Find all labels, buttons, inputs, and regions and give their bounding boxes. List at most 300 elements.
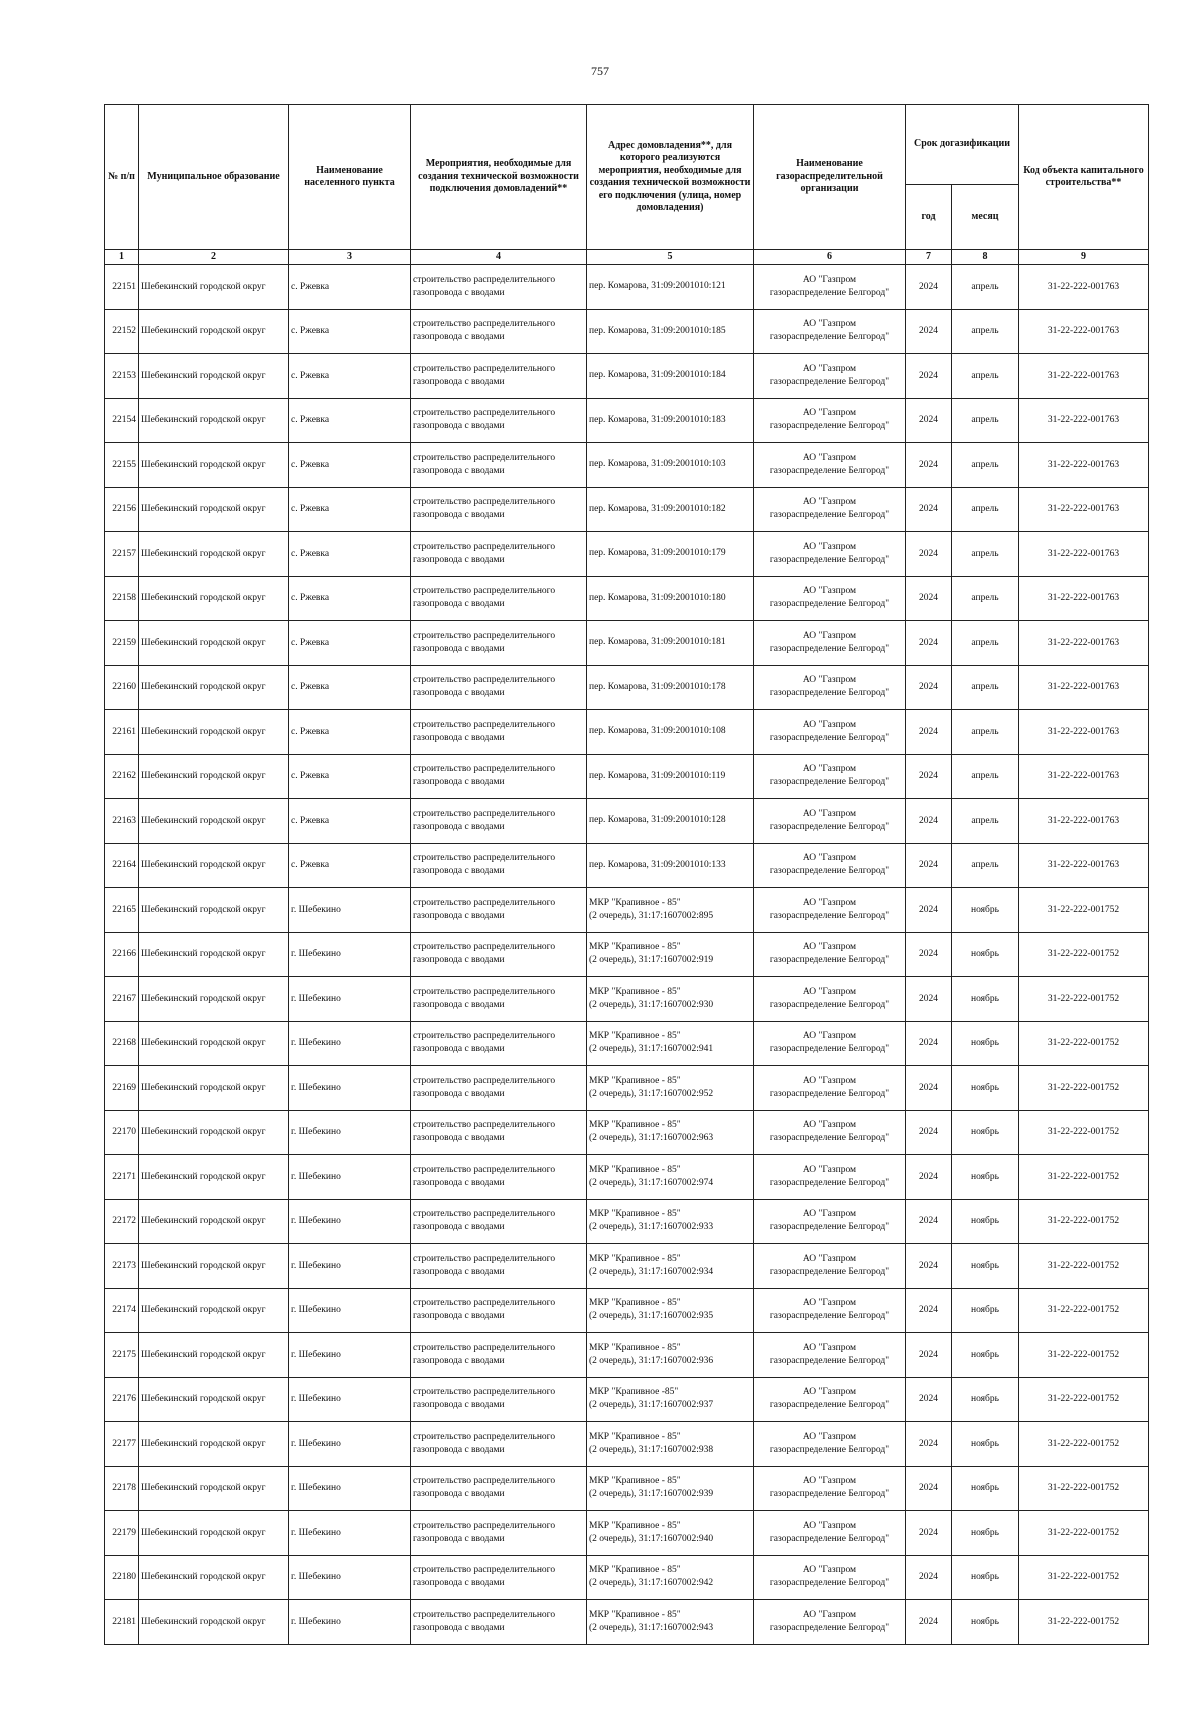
org-line: АО "Газпром: [802, 1565, 857, 1576]
row-month: ноябрь: [952, 932, 1019, 977]
row-address: [587, 443, 754, 488]
row-month: ноябрь: [952, 1333, 1019, 1378]
row-measures: [411, 443, 587, 488]
row-address: [587, 888, 754, 933]
address-line: МКР "Крапивное - 85": [589, 1476, 681, 1487]
row-locality: г. Шебекино: [289, 1600, 411, 1645]
row-number: 22160: [105, 665, 139, 710]
measure-line: газопровода с вводами: [413, 821, 505, 832]
address-line: (2 очередь), 31:17:1607002:936: [589, 1355, 714, 1366]
row-month: апрель: [952, 754, 1019, 799]
table-row: [105, 1555, 1149, 1600]
org-line: АО "Газпром: [802, 719, 857, 730]
table-row: [105, 1155, 1149, 1200]
header-code: Код объекта капитального строительства**: [1019, 105, 1149, 250]
org-line: газораспределение Белгород": [769, 821, 890, 832]
measure-line: газопровода с вводами: [413, 1044, 505, 1055]
row-number: 22166: [105, 932, 139, 977]
row-month: ноябрь: [952, 1244, 1019, 1289]
row-org: [754, 621, 906, 666]
row-year: 2024: [906, 1600, 952, 1645]
address-line: пер. Комарова, 31:09:2001010:185: [589, 325, 726, 336]
row-measures: [411, 710, 587, 755]
table-header: [105, 105, 1149, 265]
row-number: 22153: [105, 354, 139, 399]
row-municipality: Шебекинский городской округ: [139, 576, 289, 621]
row-measures: [411, 309, 587, 354]
row-org: [754, 1555, 906, 1600]
org-line: газораспределение Белгород": [769, 1044, 890, 1055]
row-number: 22179: [105, 1511, 139, 1556]
row-municipality: Шебекинский городской округ: [139, 1600, 289, 1645]
gasification-registry-table: [104, 104, 1149, 1645]
row-month: ноябрь: [952, 888, 1019, 933]
address-line: пер. Комарова, 31:09:2001010:103: [589, 459, 726, 470]
row-month: апрель: [952, 665, 1019, 710]
row-org: [754, 665, 906, 710]
row-org: [754, 1288, 906, 1333]
row-org: [754, 1199, 906, 1244]
row-measures: [411, 977, 587, 1022]
row-month: апрель: [952, 265, 1019, 310]
row-month: ноябрь: [952, 1422, 1019, 1467]
address-line: пер. Комарова, 31:09:2001010:178: [589, 681, 726, 692]
row-locality: г. Шебекино: [289, 1333, 411, 1378]
row-measures: [411, 1110, 587, 1155]
row-code: 31-22-222-001752: [1019, 888, 1149, 933]
measure-line: газопровода с вводами: [413, 1400, 505, 1411]
row-address: [587, 932, 754, 977]
org-line: АО "Газпром: [802, 1253, 857, 1264]
row-month: ноябрь: [952, 1066, 1019, 1111]
row-locality: г. Шебекино: [289, 1377, 411, 1422]
row-code: 31-22-222-001763: [1019, 621, 1149, 666]
row-month: ноябрь: [952, 1021, 1019, 1066]
row-locality: г. Шебекино: [289, 1555, 411, 1600]
row-address: [587, 1199, 754, 1244]
measure-line: строительство распределительного: [413, 764, 556, 775]
row-municipality: Шебекинский городской округ: [139, 1288, 289, 1333]
row-measures: [411, 1555, 587, 1600]
measure-line: газопровода с вводами: [413, 1578, 505, 1589]
org-line: АО "Газпром: [802, 1120, 857, 1131]
row-org: [754, 932, 906, 977]
row-address: [587, 1155, 754, 1200]
address-line: пер. Комарова, 31:09:2001010:182: [589, 503, 726, 514]
measure-line: газопровода с вводами: [413, 465, 505, 476]
row-code: 31-22-222-001752: [1019, 1422, 1149, 1467]
row-measures: [411, 1288, 587, 1333]
row-municipality: Шебекинский городской округ: [139, 309, 289, 354]
row-code: 31-22-222-001752: [1019, 1377, 1149, 1422]
measure-line: строительство распределительного: [413, 1298, 556, 1309]
org-line: газораспределение Белгород": [769, 777, 890, 788]
row-measures: [411, 1066, 587, 1111]
row-month: ноябрь: [952, 1155, 1019, 1200]
column-number: 6: [754, 250, 906, 265]
row-number: 22154: [105, 398, 139, 443]
header-num: № п/п: [105, 105, 139, 250]
row-month: ноябрь: [952, 1110, 1019, 1155]
row-year: 2024: [906, 487, 952, 532]
table-row: [105, 1288, 1149, 1333]
column-number: 2: [139, 250, 289, 265]
row-measures: [411, 799, 587, 844]
measure-line: строительство распределительного: [413, 541, 556, 552]
measure-line: строительство распределительного: [413, 363, 556, 374]
table-row: [105, 1377, 1149, 1422]
row-org: [754, 398, 906, 443]
row-address: [587, 265, 754, 310]
row-year: 2024: [906, 1511, 952, 1556]
measure-line: газопровода с вводами: [413, 287, 505, 298]
row-locality: с. Ржевка: [289, 576, 411, 621]
row-municipality: Шебекинский городской округ: [139, 1511, 289, 1556]
row-address: [587, 1377, 754, 1422]
row-measures: [411, 621, 587, 666]
table-row: [105, 977, 1149, 1022]
row-measures: [411, 1511, 587, 1556]
row-measures: [411, 754, 587, 799]
row-org: [754, 1155, 906, 1200]
address-line: (2 очередь), 31:17:1607002:930: [589, 999, 714, 1010]
measure-line: строительство распределительного: [413, 1565, 556, 1576]
row-code: 31-22-222-001752: [1019, 977, 1149, 1022]
org-line: АО "Газпром: [802, 675, 857, 686]
row-number: 22176: [105, 1377, 139, 1422]
org-line: газораспределение Белгород": [769, 1222, 890, 1233]
address-line: МКР "Крапивное - 85": [589, 1075, 681, 1086]
row-locality: с. Ржевка: [289, 665, 411, 710]
table-row: [105, 532, 1149, 577]
row-month: апрель: [952, 309, 1019, 354]
row-municipality: Шебекинский городской округ: [139, 532, 289, 577]
row-code: 31-22-222-001752: [1019, 1066, 1149, 1111]
column-number: 3: [289, 250, 411, 265]
row-address: [587, 1555, 754, 1600]
row-code: 31-22-222-001763: [1019, 710, 1149, 755]
address-line: МКР "Крапивное - 85": [589, 1520, 681, 1531]
org-line: АО "Газпром: [802, 1387, 857, 1398]
table-row: [105, 754, 1149, 799]
column-number: 8: [952, 250, 1019, 265]
org-line: АО "Газпром: [802, 586, 857, 597]
row-code: 31-22-222-001752: [1019, 1199, 1149, 1244]
row-code: 31-22-222-001752: [1019, 1021, 1149, 1066]
row-measures: [411, 1155, 587, 1200]
row-locality: с. Ржевка: [289, 443, 411, 488]
address-line: пер. Комарова, 31:09:2001010:181: [589, 637, 726, 648]
measure-line: строительство распределительного: [413, 319, 556, 330]
row-org: [754, 1244, 906, 1289]
org-line: АО "Газпром: [802, 764, 857, 775]
org-line: газораспределение Белгород": [769, 1088, 890, 1099]
row-month: апрель: [952, 354, 1019, 399]
row-number: 22175: [105, 1333, 139, 1378]
row-measures: [411, 888, 587, 933]
row-month: апрель: [952, 799, 1019, 844]
row-month: ноябрь: [952, 1199, 1019, 1244]
address-line: (2 очередь), 31:17:1607002:933: [589, 1222, 714, 1233]
table-row: [105, 799, 1149, 844]
row-org: [754, 487, 906, 532]
measure-line: газопровода с вводами: [413, 1133, 505, 1144]
row-code: 31-22-222-001763: [1019, 754, 1149, 799]
row-month: апрель: [952, 398, 1019, 443]
address-line: МКР "Крапивное -85": [589, 1387, 679, 1398]
measure-line: строительство распределительного: [413, 1209, 556, 1220]
row-code: 31-22-222-001752: [1019, 1110, 1149, 1155]
address-line: пер. Комарова, 31:09:2001010:133: [589, 859, 726, 870]
org-line: газораспределение Белгород": [769, 287, 890, 298]
row-code: 31-22-222-001763: [1019, 576, 1149, 621]
address-line: (2 очередь), 31:17:1607002:934: [589, 1266, 714, 1277]
row-number: 22161: [105, 710, 139, 755]
org-line: АО "Газпром: [802, 1298, 857, 1309]
row-number: 22167: [105, 977, 139, 1022]
measure-line: строительство распределительного: [413, 630, 556, 641]
row-municipality: Шебекинский городской округ: [139, 1466, 289, 1511]
row-year: 2024: [906, 1110, 952, 1155]
row-measures: [411, 354, 587, 399]
row-org: [754, 888, 906, 933]
row-address: [587, 1466, 754, 1511]
org-line: АО "Газпром: [802, 1520, 857, 1531]
measure-line: газопровода с вводами: [413, 910, 505, 921]
row-municipality: Шебекинский городской округ: [139, 977, 289, 1022]
row-code: 31-22-222-001752: [1019, 1288, 1149, 1333]
table-row: [105, 621, 1149, 666]
measure-line: газопровода с вводами: [413, 376, 505, 387]
row-locality: с. Ржевка: [289, 532, 411, 577]
address-line: (2 очередь), 31:17:1607002:941: [589, 1044, 714, 1055]
table-row: [105, 265, 1149, 310]
org-line: АО "Газпром: [802, 541, 857, 552]
header-deadline: Срок догазификации: [906, 105, 1019, 185]
org-line: газораспределение Белгород": [769, 1400, 890, 1411]
row-year: 2024: [906, 621, 952, 666]
row-number: 22168: [105, 1021, 139, 1066]
row-municipality: Шебекинский городской округ: [139, 1555, 289, 1600]
row-municipality: Шебекинский городской округ: [139, 754, 289, 799]
row-locality: г. Шебекино: [289, 1288, 411, 1333]
row-number: 22178: [105, 1466, 139, 1511]
address-line: МКР "Крапивное - 85": [589, 1342, 681, 1353]
row-year: 2024: [906, 1244, 952, 1289]
row-locality: с. Ржевка: [289, 354, 411, 399]
row-number: 22158: [105, 576, 139, 621]
measure-line: строительство распределительного: [413, 586, 556, 597]
address-line: МКР "Крапивное - 85": [589, 1431, 681, 1442]
row-code: 31-22-222-001752: [1019, 1511, 1149, 1556]
row-year: 2024: [906, 354, 952, 399]
address-line: МКР "Крапивное - 85": [589, 897, 681, 908]
header-org: Наименование газораспределительной организации: [754, 105, 906, 250]
org-line: АО "Газпром: [802, 497, 857, 508]
row-month: апрель: [952, 710, 1019, 755]
row-measures: [411, 1199, 587, 1244]
row-locality: с. Ржевка: [289, 487, 411, 532]
measure-line: строительство распределительного: [413, 452, 556, 463]
row-address: [587, 1021, 754, 1066]
column-number: 7: [906, 250, 952, 265]
row-number: 22171: [105, 1155, 139, 1200]
row-year: 2024: [906, 710, 952, 755]
row-locality: с. Ржевка: [289, 799, 411, 844]
org-line: газораспределение Белгород": [769, 1177, 890, 1188]
row-number: 22155: [105, 443, 139, 488]
row-municipality: Шебекинский городской округ: [139, 487, 289, 532]
address-line: пер. Комарова, 31:09:2001010:121: [589, 281, 726, 292]
row-address: [587, 1600, 754, 1645]
page-number: 757: [591, 64, 609, 78]
measure-line: газопровода с вводами: [413, 510, 505, 521]
measure-line: газопровода с вводами: [413, 866, 505, 877]
row-code: 31-22-222-001752: [1019, 1155, 1149, 1200]
row-address: [587, 665, 754, 710]
address-line: (2 очередь), 31:17:1607002:952: [589, 1088, 714, 1099]
row-locality: с. Ржевка: [289, 398, 411, 443]
address-line: МКР "Крапивное - 85": [589, 986, 681, 997]
row-year: 2024: [906, 309, 952, 354]
table-row: [105, 1199, 1149, 1244]
measure-line: строительство распределительного: [413, 1342, 556, 1353]
row-org: [754, 1333, 906, 1378]
org-line: газораспределение Белгород": [769, 599, 890, 610]
address-line: (2 очередь), 31:17:1607002:940: [589, 1533, 714, 1544]
measure-line: строительство распределительного: [413, 942, 556, 953]
org-line: газораспределение Белгород": [769, 866, 890, 877]
measure-line: газопровода с вводами: [413, 1533, 505, 1544]
row-address: [587, 977, 754, 1022]
table-row: [105, 1066, 1149, 1111]
row-code: 31-22-222-001763: [1019, 309, 1149, 354]
row-number: 22170: [105, 1110, 139, 1155]
row-address: [587, 398, 754, 443]
row-org: [754, 443, 906, 488]
measure-line: строительство распределительного: [413, 1476, 556, 1487]
row-address: [587, 1244, 754, 1289]
table-row: [105, 354, 1149, 399]
address-line: пер. Комарова, 31:09:2001010:108: [589, 726, 726, 737]
row-code: 31-22-222-001763: [1019, 354, 1149, 399]
row-number: 22165: [105, 888, 139, 933]
measure-line: строительство распределительного: [413, 853, 556, 864]
row-address: [587, 799, 754, 844]
measure-line: строительство распределительного: [413, 1387, 556, 1398]
column-number: 9: [1019, 250, 1149, 265]
header-address: Адрес домовладения**, для которого реализуются мероприятия, необходимые для создания технической возможности его подключения (улица, номер домовладения): [587, 105, 754, 250]
header-measures: Мероприятия, необходимые для создания технической возможности подключения домовладений**: [411, 105, 587, 250]
measure-line: газопровода с вводами: [413, 732, 505, 743]
org-line: газораспределение Белгород": [769, 1622, 890, 1633]
row-year: 2024: [906, 1555, 952, 1600]
address-line: МКР "Крапивное - 85": [589, 1298, 681, 1309]
row-locality: с. Ржевка: [289, 621, 411, 666]
row-org: [754, 354, 906, 399]
org-line: газораспределение Белгород": [769, 1266, 890, 1277]
row-address: [587, 710, 754, 755]
row-measures: [411, 487, 587, 532]
row-number: 22152: [105, 309, 139, 354]
row-address: [587, 309, 754, 354]
row-measures: [411, 665, 587, 710]
column-number: 4: [411, 250, 587, 265]
table-row: [105, 665, 1149, 710]
row-org: [754, 1466, 906, 1511]
row-year: 2024: [906, 843, 952, 888]
measure-line: газопровода с вводами: [413, 1177, 505, 1188]
org-line: АО "Газпром: [802, 1031, 857, 1042]
row-locality: с. Ржевка: [289, 710, 411, 755]
measure-line: строительство распределительного: [413, 808, 556, 819]
table-row: [105, 1244, 1149, 1289]
row-locality: г. Шебекино: [289, 1199, 411, 1244]
org-line: АО "Газпром: [802, 452, 857, 463]
measure-line: строительство распределительного: [413, 719, 556, 730]
address-line: пер. Комарова, 31:09:2001010:119: [589, 770, 726, 781]
row-month: ноябрь: [952, 1377, 1019, 1422]
row-locality: г. Шебекино: [289, 888, 411, 933]
org-line: газораспределение Белгород": [769, 1578, 890, 1589]
measure-line: строительство распределительного: [413, 1253, 556, 1264]
row-year: 2024: [906, 265, 952, 310]
table-row: [105, 487, 1149, 532]
row-measures: [411, 932, 587, 977]
org-line: газораспределение Белгород": [769, 688, 890, 699]
row-org: [754, 1377, 906, 1422]
row-address: [587, 354, 754, 399]
row-number: 22177: [105, 1422, 139, 1467]
row-year: 2024: [906, 932, 952, 977]
row-year: 2024: [906, 1155, 952, 1200]
org-line: газораспределение Белгород": [769, 465, 890, 476]
row-locality: г. Шебекино: [289, 1511, 411, 1556]
table-row: [105, 443, 1149, 488]
measure-line: строительство распределительного: [413, 1609, 556, 1620]
row-address: [587, 487, 754, 532]
row-month: ноябрь: [952, 1466, 1019, 1511]
measure-line: газопровода с вводами: [413, 1444, 505, 1455]
row-number: 22157: [105, 532, 139, 577]
row-number: 22162: [105, 754, 139, 799]
row-org: [754, 754, 906, 799]
address-line: МКР "Крапивное - 85": [589, 1120, 681, 1131]
address-line: (2 очередь), 31:17:1607002:943: [589, 1622, 714, 1633]
row-locality: с. Ржевка: [289, 754, 411, 799]
row-locality: г. Шебекино: [289, 1021, 411, 1066]
row-locality: г. Шебекино: [289, 977, 411, 1022]
org-line: АО "Газпром: [802, 1164, 857, 1175]
row-code: 31-22-222-001763: [1019, 487, 1149, 532]
row-year: 2024: [906, 443, 952, 488]
row-year: 2024: [906, 1199, 952, 1244]
row-address: [587, 532, 754, 577]
org-line: АО "Газпром: [802, 897, 857, 908]
row-org: [754, 1422, 906, 1467]
address-line: пер. Комарова, 31:09:2001010:183: [589, 414, 726, 425]
row-org: [754, 977, 906, 1022]
row-locality: с. Ржевка: [289, 843, 411, 888]
row-locality: г. Шебекино: [289, 1422, 411, 1467]
org-line: газораспределение Белгород": [769, 1311, 890, 1322]
row-address: [587, 1288, 754, 1333]
measure-line: строительство распределительного: [413, 408, 556, 419]
header-year: год: [906, 185, 952, 250]
row-municipality: Шебекинский городской округ: [139, 1244, 289, 1289]
address-line: МКР "Крапивное - 85": [589, 1565, 681, 1576]
row-address: [587, 1422, 754, 1467]
